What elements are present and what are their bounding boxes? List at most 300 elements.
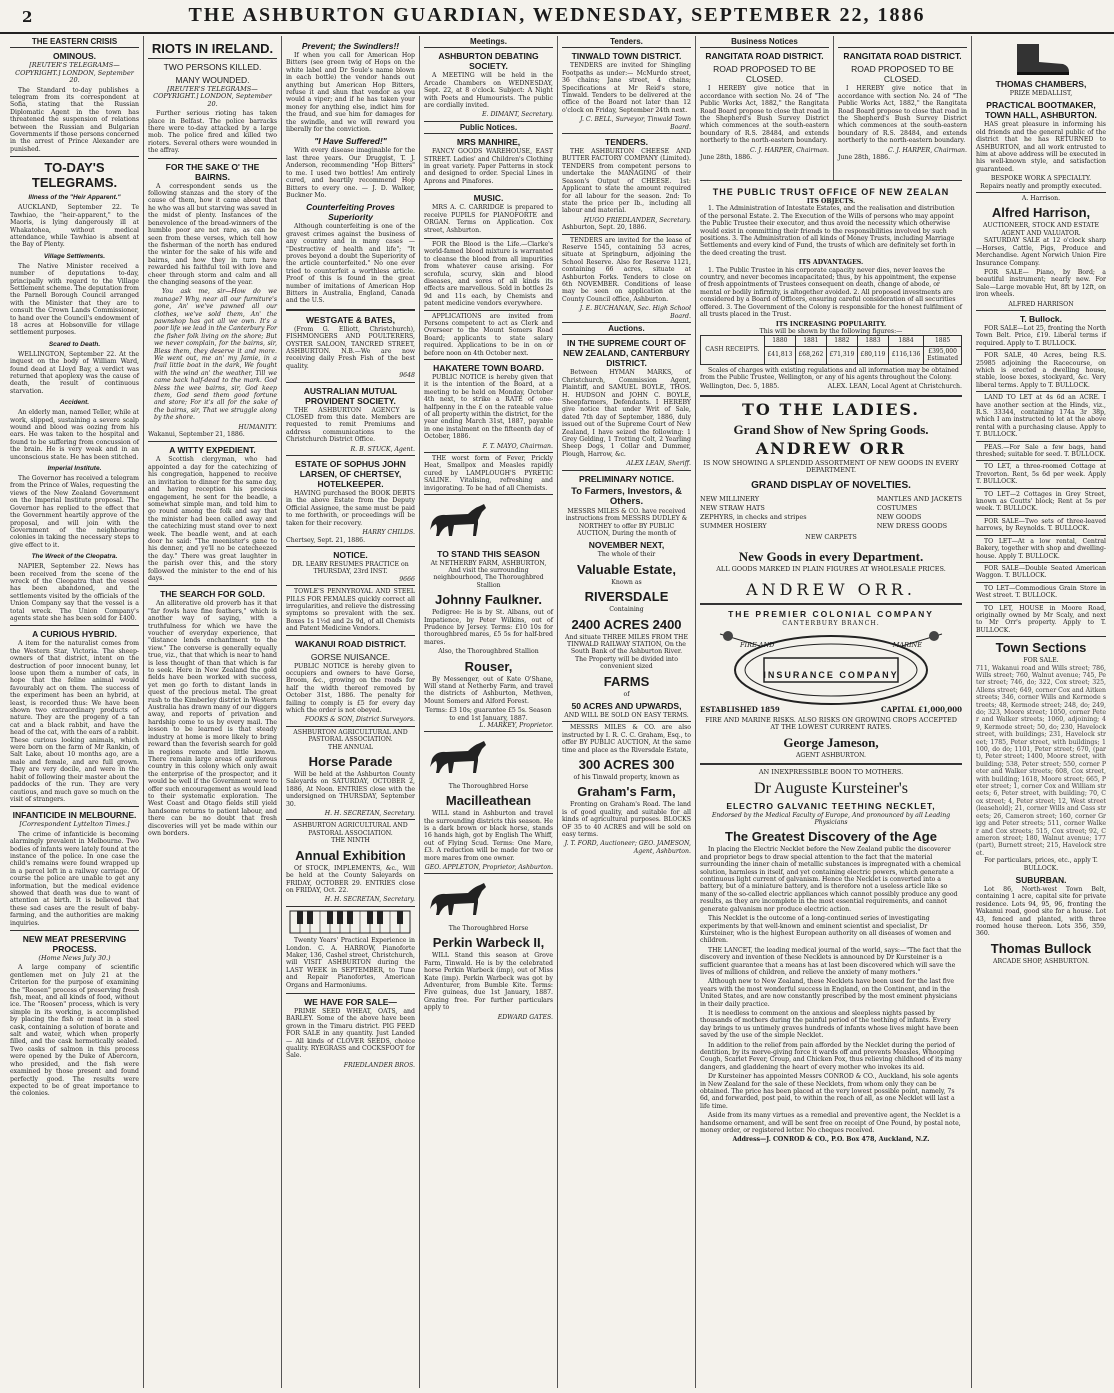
telegram-3-text: WELLINGTON, September 22. At the inquest on the body of William Ward, found dead at Lloyd Bay, a verdict was returned that apoplexy was the cause of death, the result of continuous starvation. xyxy=(10,350,139,395)
farms-text: The Property will be divided into convenient sized xyxy=(574,655,679,671)
parade-head: ASHBURTON AGRICULTURAL AND PASTORAL ASSOCIATION. xyxy=(293,728,408,744)
riversdale-acres: 2400 ACRES 2400 xyxy=(571,616,682,632)
riots-sub-1: TWO PERSONS KILLED. xyxy=(163,62,262,72)
chambers-trade: PRACTICAL BOOTMAKER, TOWN HALL, ASHBURTON. xyxy=(985,100,1097,121)
macilleathean-text: WILL stand in Ashburton and travel the surrounding districts this season. He is a dark brown or black horse, stands 16 hands high, got by English The Whiff, out of Flying Scud. Terms: One Mare, £3. A reduction will be made for two or more mares from one owner. xyxy=(424,810,553,862)
column-3 xyxy=(282,36,420,1388)
riots-sub-2: MANY WOUNDED. xyxy=(175,75,250,85)
swindlers-text: If when you call for American Hop Bitters (see green twig of Hops on the white label and Dr Soule's name blown in each bottle) the vendor hands out anything but American Hop Bitters, refuse it and shun that vendor as you would a viper; and if he has taken your money for anything else, indict him for the fraud, and sue him for damages for the swindle, and we will reward you liberally for the conviction. xyxy=(286,52,415,134)
debating-head: ASHBURTON DEBATING SOCIETY. xyxy=(438,51,539,72)
trust-objects-text: 1. The Administration of Intestate Estates, and the realisation and distribution of the personal Estate. 2. The Execution of the Wills of persons who may appoint the Public Trustee their executor, and thus avoid the necessity which otherwise would exist in committing their friends to the responsibilities involved by such positions. 3. The Administration of all kinds of Money Trusts, including Marriage Settlements and every kind of Fund, the trusts of which are definitely set forth in the deed creating the trust. xyxy=(700,205,956,257)
amp-text: THE ASHBURTON AGENCY is CLOSED from this date. Members are requested to remit Premiums and address communications to the Christchurch District Office. xyxy=(286,406,415,444)
auctions-heading: Auctions. xyxy=(562,325,691,335)
tenders-heading: Tenders. xyxy=(562,38,691,48)
infanticide-title: INFANTICIDE IN MELBOURNE. xyxy=(12,810,137,821)
westgate-number: 9648 xyxy=(399,372,415,380)
farmers-month: NOVEMBER NEXT, xyxy=(588,540,665,551)
fever-ad: THE worst form of Fever, Prickly Heat, Smallpox and Measles rapidly cured by LAMPLOUGH'S PYRETIC SALINE. Vitalising, refreshing and invigorating. To be had of all Chemists. xyxy=(424,455,553,495)
court-text: Between HYMAN MARKS, of Christchurch, Commission Agent, Plaintiff, and SAMUEL BOYLE, THOS. H. HUDSON and JOHN C. BOYLE, Sheepfarmers, Defendants. I HEREBY give notice that under Writ of Sale, dated 7th day of September, 1886, duly issued out of the Supreme Court of New Zealand, I have seized the following: 1 Grey Gelding, 1 Trotting Colt, 2 Yearling Sheep Dogs, 1 Collar and Dummer, Plough, Harrow, &c. xyxy=(562,369,691,458)
kursteiner-boon: AN INEXPRESSIBLE BOON TO MOTHERS. xyxy=(758,768,904,777)
orr-showing: IS NOW SHOWING A SPLENDID ASSORTMENT OF NEW GOODS IN EVERY DEPARTMENT. xyxy=(703,458,959,475)
applications-ad: APPLICATIONS are invited from Persons competent to act as Clerk and Overseer to the Mount Somers Road Board; applicants to state salary required. Applications to be in on or before noon on 4th October next. xyxy=(424,313,553,360)
bairns-place: Wakanui, September 21, 1886. xyxy=(148,431,245,439)
farmers-text-2: The whole of their xyxy=(597,551,656,559)
court-head: IN THE SUPREME COURT OF NEW ZEALAND, CANTERBURY DISTRICT. xyxy=(563,338,690,369)
meat-title: NEW MEAT PRESERVING PROCESS. xyxy=(22,934,127,954)
bullock-title: Thomas Bullock xyxy=(990,940,1092,956)
chambers-order: BESPOKE WORK A SPECIALTY. xyxy=(990,175,1092,183)
harrison-sale: FOR SALE— Piano, by Bord; a beautiful instrument; nearly new. For Sale—Large movable Hut, 8ft by 12ft, on iron wheels. xyxy=(976,268,1106,299)
column-2 xyxy=(144,36,282,1388)
riversdale-situate: And situate THREE MILES FROM THE TINWALD RAILWAY STATION, On the South Bank of the Ashburton River. xyxy=(565,633,688,656)
receipts-value: £41,813 xyxy=(764,346,795,364)
bullock-ad-8: TO LET—At a low rental, Central Bakery, together with shop and dwelling-house. Apply T. BULLOCK. xyxy=(976,538,1106,563)
insurance-agent-name: George Jameson, xyxy=(783,734,879,750)
bullock-ad-1: FOR SALE—Lot 25, fronting the North Town Belt. Price, £19. Liberal terms if required. Apply to T. BULLOCK. xyxy=(976,325,1106,350)
receipts-year: 1881 xyxy=(795,336,826,346)
tinwald-text: TENDERS are invited for Shingling Footpaths as under:— McMurdo street, 36 chains; Jane street, 4 chains; Specifications at Mr Reid's store, Tinwald. Tenders to be delivered at the office of the Board not later than 12 o'clock on Friday, September 24th next. xyxy=(562,62,691,114)
perkin-text: WILL Stand this season at Grove Farm, Tinwald. He is by the celebrated horse Perkin Warbeck (imp), out of Miss Kate (imp). Perkin Warbeck was got by Adventurer, from Bumble Kite. Terms: Five guineas, due 1st January, 1887. Grazing free. For further particulars apply to xyxy=(424,952,553,1012)
kursteiner-name: Dr Auguste Kursteiner's xyxy=(754,779,908,797)
road-signature-2: C. J. HARPER, Chairman. xyxy=(887,146,967,154)
riversdale-ad xyxy=(562,474,691,723)
amp-title: AUSTRALIAN MUTUAL PROVIDENT SOCIETY. xyxy=(303,385,398,406)
riots-title: RIOTS IN IRELAND. xyxy=(148,41,277,59)
perkin-title: Perkin Warbeck II, xyxy=(432,935,545,951)
trust-advantages-text: 1. The Public Trustee in his corporate capacity never dies, never leaves the country, and never becomes incapacitated; thus, by his appointment, the expense of fresh appointments of Trustees consequent on death, change of abode, or mental or bodily infirmity, is altogether avoided. 2. All proposed investments are considered by a Board of Officers, ensuring careful consideration of all securities offered. 3. The Government of the Colony is responsible for the honest fulfilment of all trusts placed in the Trust. xyxy=(700,266,963,319)
road-sub-2: ROAD PROPOSED TO BE CLOSED. xyxy=(851,64,954,85)
riots-dateline: [REUTER'S TELEGRAMS—COPYRIGHT.] LONDON, September 20. xyxy=(153,85,272,108)
farms-acres: 50 ACRES AND UPWARDS, xyxy=(571,700,682,711)
known-as: Known as xyxy=(611,578,642,586)
lease-text: TENDERS are invited for the lease of Reserve 1545, containing 53 acres, situate at Springburn, adjoining the School Reserve. Also for Reserve 1121, containing 66 acres, situate at Ashburton Forks. Tenders to close on 6th NOVEMBER. Conditions of lease may be seen on application at the County Council office, Ashburton. xyxy=(562,236,691,303)
harrison-signature: ALFRED HARRISON xyxy=(1008,300,1074,308)
notice-text: DR. LEARY RESUMES PRACTICE on THURSDAY, 23rd INST. xyxy=(292,560,409,576)
masthead xyxy=(0,0,1114,34)
counterfeit-text: Although counterfeiting is one of the gravest crimes against the business of any country and in many cases — "Destructive of health and life"; "It proves beyond a doubt the Superiority of the article counterfeited." No one ever tried to counterfeit a worthless article. Proof of this is found in the great number of imitations of American Hop Bitters in Australia, England, Canada and the U.S. xyxy=(286,223,415,305)
westgate-ad xyxy=(286,315,415,383)
rouser-signature: L. MARKEY, Proprietor. xyxy=(479,722,553,729)
receipts-value: £80,119 xyxy=(857,346,888,364)
trust-place: Wellington, Dec. 5, 1885. xyxy=(700,383,780,391)
kursteiner-headline: The Greatest Discovery of the Age xyxy=(725,829,937,845)
rouser-terms: Terms: £3 10s; guarantee £5 5s. Season to end 1st January, 1887. xyxy=(425,707,552,722)
insurance-marine: MARINE xyxy=(892,641,922,650)
faulkner-title: Johnny Faulkner. xyxy=(435,592,542,608)
horse-illustration-2 xyxy=(424,737,494,777)
bullock-ad-4: PEAS.—For Sale a few bags, hand threshed; suitable for seed. T. BULLOCK. xyxy=(976,444,1106,462)
infanticide-text: The crime of infanticide is becoming alarmingly prevalent in Melbourne. Two bodies of infants were lately found at the instance of the police. In one case the child's remains were found wrapped up in a parcel left in a railway carriage. Of course the police are unable to get any information, but the medical evidence showed that death was due to want of attention at birth. It is believed that these sad cases are the result of baby-farming, and the authorities are making inquiries. xyxy=(10,830,139,927)
estate-ad xyxy=(286,459,415,547)
chambers-ad xyxy=(976,40,1106,193)
orr-name-2: ANDREW ORR. xyxy=(746,580,916,600)
wakanui-head: WAKANUI ROAD DISTRICT. xyxy=(295,638,406,649)
sections-particulars: For particulars, prices, etc., apply T. BULLOCK. xyxy=(984,857,1098,872)
orr-marked: ALL GOODS MARKED IN PLAIN FIGURES AT WHOLESALE PRICES. xyxy=(716,564,946,573)
insurance-ad xyxy=(700,609,962,759)
westgate-text: (From G. Elliott, Christchurch), FISHMONGERS AND POULTERERS, OYSTER SALOON, TANCRED STREET, ASHBURTON. N.B.—We are now receiving daily Fresh Fish of the best quality. xyxy=(286,325,415,370)
receipts-year: 1884 xyxy=(888,336,923,346)
hakatere-text: PUBLIC NOTICE is hereby given that it is the intention of the Board, at a meeting to be held on Monday, October 4th next, to strike a RATE of one-halfpenny in the £ on the rateable value of all property within the district, for the year ending March 31st, 1887, payable in one instalment on the fifteenth day of October, 1886. xyxy=(424,374,553,441)
exhibition-head: ASHBURTON AGRICULTURAL AND PASTORAL ASSOCIATION. xyxy=(293,822,408,837)
orr-carpets: NEW CARPETS xyxy=(805,532,857,541)
public-trust-ad xyxy=(700,180,962,391)
parade-text: Will be held at the Ashburton County Saleyards on SATURDAY, OCTOBER 2, 1886, At Noon. ENTRIES close with the undersigned on THURSDAY, September 30. xyxy=(286,771,415,808)
meat-dateline: (Home News July 30.) xyxy=(38,954,111,962)
preliminary-head: PRELIMINARY NOTICE. xyxy=(579,473,674,484)
cheese-text: THE ASHBURTON CHEESE AND BUTTER FACTORY COMPANY (Limited). TENDERS from competent persons to undertake the MANAGING of their Season's Output of CHEESE. 1st: Applicant to state the amount required for all labour for the season. 2nd: To state the price per lb., including all labour and material. xyxy=(562,148,691,215)
wheat-title: WE HAVE FOR SALE— xyxy=(304,996,397,1007)
music-text: MRS A. C. CARRIDGE is prepared to receive PUPILS for PIANOFORTE and ORGAN. Terms on Application. Cox street, Ashburton. xyxy=(424,204,553,234)
telegram-2-text: The Native Minister received a number of deputations to-day, principally with regard to the Village Settlement scheme. The deputation from the Parnell Borough Council arranged with the Minister that they are to consult the Crown Lands Commissioner, to hand over the Council's endowment of 18 acres at Hobsonville for village settlement purposes. xyxy=(10,262,139,337)
sections-sub: FOR SALE. xyxy=(1023,657,1059,665)
receipts-year: 1883 xyxy=(857,336,888,346)
lease-ad xyxy=(562,237,691,323)
orr-item: SUMMER HOSIERY xyxy=(700,521,767,530)
rouser-head: Also, the Thoroughbred Stallion xyxy=(438,648,539,656)
public-notices-heading: Public Notices. xyxy=(424,124,553,134)
bairns-signature: HUMANITY. xyxy=(238,423,277,431)
road-text-1: I HEREBY give notice that in accordance with section No. 24 of "The Public Works Act, 1882," the Rangitata Road Board propose to close that road in the Shepherd's Bush Survey District which commences at the south-eastern boundary of R.S. 28484, and extends northerly to the north-eastern boundary. xyxy=(700,85,830,145)
kursteiner-p2: This Necklet is the outcome of a long-continued series of investigating experiments by that well-known and eminent scientist and specialist, Dr Kursteiner, who is the highest European authority on all diseases of women and children. xyxy=(700,915,952,945)
hybrid-title: A CURIOUS HYBRID. xyxy=(32,629,117,640)
bairns-title: FOR THE SAKE O' THE BAIRNS. xyxy=(165,161,260,182)
rouser-text: By Messenger, out of Kate O'Shane, Will stand at Netherby Farm, and travel the districts of Ashburton, Methven, Mount Somers and Alford Forest. xyxy=(424,675,553,705)
swindlers-title: Prevent; the Swindlers!! xyxy=(301,41,400,51)
insurance-risks: FIRE AND MARINE RISKS. ALSO RISKS ON GROWING CROPS ACCEPTED AT THE LOWEST CURRENT RATES. xyxy=(705,716,957,732)
gold-title: THE SEARCH FOR GOLD. xyxy=(160,589,265,600)
amp-signature: R. B. STUCK, Agent. xyxy=(350,445,415,453)
kursteiner-p5: It is needless to comment on the anxious and sleepless nights passed by thousands of mothers during the painful period of the teething of infants. Every day brings to us untimely graves hundreds of infants whose lives might have been saved by the use of the simple Necklet. xyxy=(700,1009,959,1040)
farms-terms: AND WILL BE SOLD ON EASY TERMS. xyxy=(564,711,689,719)
suburban-text: Lot 86, North-west Town Belt, containing 1 acre, capital site for private residence. Lots 94, 95, 96, fronting the Wakanui road, good site for a house. Lot 43, fenced and planted, with three roomed house thereon. Lots 356, 359, 360. xyxy=(976,885,1106,938)
meetings-heading: Meetings. xyxy=(424,38,553,48)
orr-right-items xyxy=(877,495,962,531)
telegram-1-text: AUCKLAND, September 22. Te Tawhiao, the "heir-apparent," to the Maoris, is lying dangerously ill at Whakatohea, without medical attendance, while Tawhiao is absent at the Bay of Plenty. xyxy=(10,204,139,249)
road-text-2: I HEREBY give notice that in accordance with section No. 24 of "The Public Works Act, 1882," the Rangitata Road Board propose to close that road in the Shepherd's Bush Survey District which commences at the south-eastern boundary of R.S. 28484, and extends northerly to the north-eastern boundary. xyxy=(838,85,968,145)
sections-list: 711, Wakanui road and Wills street; 786, Wills street; 760, Walnut avenue; 745, Peter street; 746, do; 322, Cox street; 325, Allens street; 649, corner Cox and Aitken streets; 346, corner Wills and Kermode streets; 48, Kermode street; 248, do; 249, do; 323, Moore street; 1050, corner Peter and Walker streets; 1060, adjoining; 49, Kermode street; 50, do; 230, Havelock street, with buildings; 231, Havelock street; 1785, Peter street, with buildings; 1100, do do; 1101, Peter street; 670, (part), Peter street; 1400, Moore street, with building; 538, Peter street; 550, corner Peter and Walker streets; 608, Cox street, with building; 1618, Moore street; 665, Peter street; 1, corner Cox and William streets; 6, Peter street, with building; 70, Cox street; 4, Peter street; 12, West street (leasehold); 21, corner Wills and Cass streets; 26, Cameron street; 160, corner Grigg and Peter streets; 511, corner Walker and Cox streets; 515, Cox street; 92, Cameron street; 180, Walnut avenue; 177 (part), Burnett street; 215, Havelock street. xyxy=(976,664,1107,857)
column-4 xyxy=(420,36,558,1388)
perkin-signature: EDWARD GATES. xyxy=(497,1013,553,1021)
witty-text: A Scottish clergyman, who had appointed a day for the catechizing of his congregation, happened to receive an invitation to dinner for the same day, and having reception his precious engagement, he sent for the beadle, a somewhat simple man, and told him to go round among the folk and say that the minister had been called away and the catechizing must stand over to next week. The beadle went, and at each door he said: "The meenister's gane to his denner, and ye'll no be catecheezed the day." There was great laughter in the parish over this, and the story followed the minister to the end of his days. xyxy=(148,456,277,582)
parade-title: Horse Parade xyxy=(308,754,393,770)
kursteiner-p4: Although new to New Zealand, these Necklets have been used for the last five years with the most wonderful success in England, on the Continent, and in the United States, and are now constantly prescribed by the most eminent physicians in their daily practice. xyxy=(700,978,958,1008)
wheat-signature: FRIEDLANDER BROS. xyxy=(343,1061,415,1069)
farms-title: FARMS xyxy=(603,673,650,689)
piano-ad xyxy=(286,909,415,994)
perkin-sub: The Thoroughbred Horse xyxy=(448,924,529,932)
bullock-ad-3: LAND TO LET at 4s 6d an ACRE. I have another section at the Hinds, viz., R.S. 33344, containing 174a 3r 38p, which I am instructed to let at the above rental with a purchasing clause. Apply to T. BULLOCK. xyxy=(976,394,1106,441)
column-8 xyxy=(972,36,1110,1388)
telegram-1-head: Illness of the "Heir Apparent." xyxy=(28,194,121,202)
bullock-ad-2: FOR SALE, 40 Acres, being R.S. 25985 adjoining the Racecourse, on which is erected a dwelling house, stable, loose boxes, stockyard, &c. Very liberal terms. Apply to T. BULLOCK. xyxy=(976,352,1106,392)
orr-item: NEW MILLINERY xyxy=(700,494,760,503)
telegram-6-text: NAPIER, September 22. News has been received from the scene of the wreck of the Cleopatra that the vessel has been abandoned, and the settlements visited by the officials of the Union Company say that the vessel is a total wreck. The Union Company's agents state she has been sold for £400. xyxy=(10,563,139,622)
witty-title: A WITTY EXPEDIENT. xyxy=(169,445,256,456)
relieved-text: With every disease imaginable for the last three years. Our Druggist, T. J. Anderson, recommending "Hop Bitters" to me. I used two bottles! Am entirely cured, and heartily recommend Hop Bitters to every one. — J. D. Walker, Buckner Mo. xyxy=(286,147,415,199)
kursteiner-endorsed: Endorsed by the Medical Faculty of Europe, And pronounced by all Leading Physicians xyxy=(711,811,951,827)
orr-ad xyxy=(700,401,962,600)
ominous-dateline: [REUTER'S TELEGRAMS—COPYRIGHT.] LONDON, September 20. xyxy=(15,61,134,85)
business-notices-heading: Business Notices xyxy=(700,38,829,48)
notice-title: NOTICE. xyxy=(333,549,368,560)
wakanui-sub: GORSE NUISANCE. xyxy=(310,651,391,662)
notice-number: 9666 xyxy=(399,575,415,583)
telegram-6-head: The Wreck of the Cleopatra. xyxy=(31,553,118,561)
kursteiner-p6: In addition to the relief from pain afforded by the Necklet during the period of dentition, by its merve-giving force it wards off and prevents Measles, Whooping Cough, Scarlet Fever, Croup, and Chicken Pox, thus relieving childhood of its many dangers, and gladdening the heart of every mother who invokes its aid. xyxy=(700,1041,962,1071)
bullock-ad-10: TO LET—Commodious Grain Store in West street. T. BULLOCK. xyxy=(976,585,1106,603)
road-date-1: June 28th, 1886. xyxy=(700,154,753,162)
lease-signature: J. E. BUCHANAN, Sec. High School Board. xyxy=(579,305,691,320)
faulkner-stand-text: At NETHERBY FARM, ASHBURTON, And visit the surrounding neighbourhood, The Thoroughbred Stallion xyxy=(430,559,547,589)
riots-text: Further serious rioting has taken place in Belfast. The police barracks there were to-day attacked by a large mob. The police fired and killed two rioters. Several others were wounded in the affray. xyxy=(148,110,277,155)
insurance-line-2: CANTERBURY BRANCH. xyxy=(782,620,880,628)
rouser-title: Rouser, xyxy=(464,658,513,674)
trust-scales: Scales of charges with existing regulations and all information may be obtained from the Public Trustee, Wellington, or any of his agents throughout the Colony. xyxy=(700,366,959,381)
insurance-established: ESTABLISHED 1859 xyxy=(700,704,780,714)
chambers-title: THOMAS CHAMBERS, xyxy=(995,79,1087,89)
orr-item: MANTLES AND JACKETS xyxy=(876,494,962,503)
court-ad xyxy=(562,338,691,470)
chambers-repair: Repairs neatly and promptly executed. xyxy=(980,182,1102,190)
ominous-text: The Standard to-day publishes a telegram from its correspondent at Sofia, stating that the Russian Diplomatic Agent in the town has threatened the suspension of relations between the Russian and Bulgarian Governments if those persons concerned in the arrest of Prince Alexander are punished. xyxy=(10,86,139,153)
hakatere-signature: F. T. MAYO, Chairman. xyxy=(482,442,553,450)
receipts-table xyxy=(700,335,962,364)
estate-title: ESTATE OF SOPHUS JOHN LARSEN, OF CHERTSEY, HOTELKEEPER. xyxy=(295,459,406,490)
piano-illustration xyxy=(286,909,414,935)
estate-signature: HARRY CHILDS. xyxy=(362,529,415,537)
farmers-text: MESSRS MILES & CO. have received instructions from MESSRS DUDLEY & NORTHEY to offer BY PUBLIC AUCTION, During the month of xyxy=(565,507,688,537)
bullock-ad-6: TO LET—2 Cottages in Grey Street, known as Coutts' block; Rent at 5s per week. T. BULLOCK. xyxy=(976,491,1106,516)
orr-item: NEW DRESS GOODS xyxy=(876,521,948,530)
receipts-label: CASH RECEIPTS. xyxy=(701,336,765,364)
telegram-5-text: The Governor has received a telegram from the Prince of Wales, requesting the views of the New Zealand Government on the Imperial Institute proposal. The Governor has replied to the effect that the Government heartily approve of the proposal, and will join with the Government of the neighbouring colonies in taking the necessary steps to give effect to it. xyxy=(10,475,139,549)
exhibition-title: Annual Exhibition xyxy=(295,847,406,863)
orr-item: ZEPHYRS, in checks and stripes xyxy=(700,512,807,521)
tinwald-head: TINWALD TOWN DISTRICT. xyxy=(571,51,682,62)
graham-signature: J. T. FORD, Auctioneer; GEO. JAMESON, Agent, Ashburton. xyxy=(564,840,691,855)
riversdale-title: RIVERSDALE xyxy=(584,589,669,605)
wakanui-text: PUBLIC NOTICE is hereby given to occupiers and owners to have Gorse, Broom, &c., growing on the roads for half the width thereof removed by October 31st, 1886. The penalty for failing to comply is £5 for every day which the order is not obeyed. xyxy=(286,662,415,714)
graham-text: MESSRS MILES & CO. are also instructed by I. R. C. C. Graham, Esq., to offer BY PUBLIC AUCTION, At the same time and place as the Riversdale Estate, xyxy=(562,724,691,754)
trust-popularity-sub: This will be shown by the following figures:— xyxy=(759,327,903,335)
notice-ad xyxy=(286,550,415,586)
trust-signature: ALEX. LEAN, Local Agent at Christchurch. xyxy=(827,383,962,391)
exhibition-sub: THE NINTH xyxy=(331,837,370,845)
receipts-note: Estimated xyxy=(927,355,959,363)
telegrams-title: TO-DAY'S TELEGRAMS. xyxy=(31,160,118,191)
wakanui-signature: FOOKS & SON, District Surveyors. xyxy=(304,716,415,724)
receipts-year: 1880 xyxy=(764,336,795,346)
blood-ad: FOR the Blood is the Life.—Clarke's world-famed blood mixture is warranted to cleanse the blood from all impurities from whatever cause arising. For scrofula, scurvy, skin and blood diseases, and sores of all kinds its effects are marvellous. Sold in bottles 2s 9d and 11s each, by Chemists and patent medicine vendors everywhere. xyxy=(424,241,553,311)
orr-item: NEW GOODS xyxy=(876,512,922,521)
exhibition-signature: H. H. SECRETAN, Secretary. xyxy=(324,896,415,904)
containing: Containing xyxy=(609,606,644,614)
infanticide-dateline: [Correspondent Lyttelton Times.] xyxy=(19,820,130,829)
telegram-2-head: Village Settlements. xyxy=(43,252,106,260)
telegram-3-head: Scared to Death. xyxy=(48,340,101,348)
harrison-ad xyxy=(976,195,1106,311)
faulkner-body: Pedigree: He is by St. Albans, out of Impatience, by Peter Wilkins, out of Prudence by Jersey. Terms: £10 10s for thoroughbred mares, £5 5s for half-bred mares. xyxy=(424,609,553,646)
insurance-agent-sub: AGENT ASHBURTON. xyxy=(795,751,867,759)
faulkner-ad xyxy=(424,497,553,732)
tinwald-ad xyxy=(562,51,691,134)
harrison-title: Alfred Harrison, xyxy=(991,205,1091,221)
bullock-address: ARCADE SHOP, ASHBURTON. xyxy=(993,957,1089,965)
kursteiner-p1: In placing the Electric Necklet before the New Zealand public the discoverer and proprietor begs to draw special attention to the fact that the material surrounding the inner chain of metallic substances is impregnated with a chemical solution, harmless in itself, and yet containing electric powers, which generate a continuous light current of galvanism. Hence the Necklet is converted into a battery, but of a miniature battery, and is therefore not a useless article like so many of the so-called electric appliances which cannot possibly produce any good results, as they are incomplete in the most essential requirements, and cannot generate galvanism nor produce electric action. xyxy=(700,846,961,913)
hybrid-text: A item for the naturalist comes from the Western Star, Victoria. The sheep-owners of that district, intent on the destruction of poor innocent bunny, let loose upon them a number of cats, in hope that the feline animal would favourably act on them. The success of the experiment has been an hybrid, at least, is recorded thus: We have been shown two extraordinary products of nature. They are the progeny of a tan cat and a black rabbit, and have the head of the cat, with the ears of a rabbit. These curious looking animals, which were born on the farm of Mr Rankin, of Salt Lake, about 10 months ago, are a male and female, and are full grown. They are very docile, and were in the habit of following their master about the paddocks of the run. They are very cautious, and much gave so much on the visit of strangers. xyxy=(10,640,139,803)
kursteiner-p3: THE LANCET, the leading medical journal of the world, says:—"The fact that the discovery and invention of these Necklets is announced by Dr Kursteiner is a sufficient guarantee that a means has at last been discovered which will save the lives of millions of children, and relieve the anxiety of many mothers." xyxy=(700,946,962,976)
amp-ad xyxy=(286,386,415,456)
cheese-head: TENDERS. xyxy=(605,137,648,148)
parade-ad xyxy=(286,729,415,821)
kursteiner-product: ELECTRO GALVANIC TEETHING NECKLET, xyxy=(726,800,936,811)
insurance-line-1: THE PREMIER COLONIAL COMPANY xyxy=(728,609,934,620)
meat-text: A large company of scientific gentlemen met on July 21 at the Criterion for the purpose of examining the "Roosen" process of preserving fresh fish, meat, and all kinds of food, without ice. The "Roosen" process, which is very simple in its working, is accomplished by placing the fish or meat in a steel cask, containing a solution of borate and salt and water, which when properly filled, and the cask hermetically sealed. Two casks of salmon in this process were opened by the Duke of Abercorn, who presided, and the fish were examined by those present and found perfectly good. The results were expected to be of great importance to the colonies. xyxy=(10,964,139,1098)
chambers-text: HAS great pleasure in informing his old friends and the general public of the district that he has RETURNED to ASHBURTON, and all work entrusted to him at above address will be executed in his well-known style, and satisfaction guaranteed. xyxy=(976,121,1106,173)
westgate-head: WESTGATE & BATES, xyxy=(306,314,395,325)
graham-body: Fronting on Graham's Road. The land is of good quality, and suitable for all kinds of agricultural purposes. BLOCKS OF 35 to 40 ACRES and will be sold on easy terms. xyxy=(562,801,691,839)
telegram-5-head: Imperial Institute. xyxy=(47,465,102,473)
column-1 xyxy=(6,36,144,1388)
road-sub-1: ROAD PROPOSED TO BE CLOSED. xyxy=(713,64,816,85)
debating-signature: E. DIMANT, Secretary. xyxy=(482,111,553,119)
orr-item: NEW STRAW HATS xyxy=(700,503,765,512)
macilleathean-title: Macilleathean xyxy=(445,793,532,809)
wakanui-ad xyxy=(286,639,415,727)
relieved-title: "I Have Suffered!" xyxy=(314,136,387,147)
harrison-trade: AUCTIONEER, STOCK AND ESTATE AGENT AND VALUATOR. xyxy=(983,222,1099,237)
graham-ad xyxy=(562,724,691,855)
trust-popularity-head: ITS INCREASING POPULARITY. xyxy=(775,320,887,328)
bullock-head: T. Bullock. xyxy=(1019,313,1063,324)
telegram-4-text: An elderly man, named Teller, while at work, slipped, sustaining a severe scalp wound and blood was oozing from his ears. He was taken to the hospital and found to be suffering from concussion of the brain. He is very weak and in an unconscious state. He has been stitched. xyxy=(10,409,139,461)
farmers-title: To Farmers, Investors, & Others. xyxy=(571,485,682,507)
insurance-badge: INSURANCE COMPANY xyxy=(763,669,899,680)
orr-ladies: TO THE LADIES. xyxy=(742,399,920,419)
receipts-value xyxy=(924,346,962,364)
trust-title: THE PUBLIC TRUST OFFICE OF NEW ZEALAN xyxy=(712,187,950,197)
cheese-ad xyxy=(562,137,691,234)
wheat-text: PRIME SEED WHEAT, OATS, and BARLEY. Some of the above have been grown in the Timaru district. PIG FEED FOR SALE in any quantity. Just Landed— All kinds of CLOVER SEEDS, choice quality. RYEGRASS and COCKSFOOT for Sale. xyxy=(286,1007,415,1060)
exhibition-ad xyxy=(286,822,415,906)
orr-new-goods: New Goods in every Department. xyxy=(738,548,924,564)
towle-ad: TOWLE'S PENNYROYAL AND STEEL PILLS FOR FEMALES quickly correct all irregularities, and relieve the distressing symptoms so prevalent with the sex. Boxes 1s 1½d and 2s 9d, of all Chemists and Patent Medicine Vendors. xyxy=(286,588,415,635)
bullock-ad-7: FOR SALE—Two sets of three-leaved harrows, by Reynolds. T. BULLOCK. xyxy=(976,518,1106,536)
horse-illustration xyxy=(424,500,494,540)
receipts-value: £116,136 xyxy=(888,346,923,364)
insurance-capital: CAPITAL £1,000,000 xyxy=(881,704,962,714)
cheese-place: Ashburton, Sept. 20, 1886. xyxy=(562,224,647,232)
hakatere-ad xyxy=(424,363,553,453)
page-number: 2 xyxy=(22,8,33,26)
music-head: MUSIC. xyxy=(473,193,504,204)
kursteiner-p8: Aside from its many virtues as a remedial and preventive agent, the Necklet is a handsome ornament, and will be sent free on receipt of One Pound, by postal note, money order, or registered letter. No cheques received. xyxy=(700,1112,961,1135)
horse-illustration-3 xyxy=(424,879,494,919)
receipts-value-estimated: £395,000 xyxy=(928,347,957,355)
kursteiner-p7: Dr Kursteiner has appointed Messrs CONROD & CO., Auckland, his sole agents in New Zealand for the sale of these Necklets, from whom only they can be obtained. The price has been placed at the very lowest possible point, namely, 7s 6d, and forwarded, post paid, to within the reach of all, as one Necklet will last a life time. xyxy=(700,1073,959,1110)
insurance-fire: FIRE AND xyxy=(740,641,775,650)
graham-acres: 300 ACRES 300 xyxy=(578,757,675,772)
bairns-text: A correspondent sends us the following stanzas and the story of the cause of them, how it came about that he who was all but starving was saved in the midst of plenty. Instances of the benevolence of the bread-winners of the humble poor are not rare, as can be seen from these verses, which tell how the fisherman of the north has endured the winter for the sake of his wife and bairns, and how they in turn have rewarded his faithful toil with love and cheer through storm and calm and all the changing seasons of the year. xyxy=(148,182,277,286)
receipts-year: 1882 xyxy=(826,336,857,346)
parade-sub: THE ANNUAL xyxy=(328,743,373,751)
kursteiner-ad xyxy=(700,769,962,1144)
hakatere-head: HAKATERE TOWN BOARD. xyxy=(433,363,544,373)
receipts-value: £71,319 xyxy=(826,346,857,364)
farms-of: of xyxy=(623,690,630,698)
counterfeit-title: Counterfeiting Proves Superiority xyxy=(306,202,395,223)
macilleathean-sub: The Thoroughbred Horse xyxy=(448,782,529,790)
macilleathean-signature: GEO. APPLETON, Proprietor, Ashburton. xyxy=(424,864,553,872)
receipts-year: 1885 xyxy=(924,336,962,346)
estate-place: Chertsey, Sept. 21, 1886. xyxy=(286,536,366,544)
road-date-2: June 28th, 1886. xyxy=(838,154,891,162)
newspaper-title: THE ASHBURTON GUARDIAN, WEDNESDAY, SEPTEMBER 22, 1886 xyxy=(188,4,926,26)
bairns-poem: You ask me, sir—How do we manage? Why, near all our furniture's gone, An' we've pawned all our clothes, we've sold them, An' the pawnshop has got all we own. It's a poor life we lead in the Canterbury For the fisher folk living on the shore; But we never complain, for the bairns, sir, Bless them, they deserve it and more. We went out, me an' my Jamie, in a frail little boat in the dark, We fought with the wind an' the weather, Till we came back half-dead to the mark. God bless the wee bairns, sir, God keep them, God send them good fortune and store; For it's all for the sake of the bairns, sir, That we struggle along by the shore. xyxy=(154,288,277,422)
harrison-text: SATURDAY SALE at 12 o'clock sharp—Horses, Cattle, Pigs, Produce and Merchandise. Agent Norwich Union Fire Insurance Company. xyxy=(976,237,1106,267)
perkin-ad xyxy=(424,876,553,1020)
debating-text: A MEETING will be held in the Arcade Chambers on WEDNESDAY, Sept. 22, at 8 o'clock. Subject: A Night with Poets and Humourists. The public are cordially invited. xyxy=(424,72,553,110)
bullock-ad-9: FOR SALE—Double Seated American Waggon. T. BULLOCK. xyxy=(976,565,1106,583)
valuable-estate: Valuable Estate, xyxy=(577,561,676,577)
tinwald-signature: J. C. BELL, Surveyor, Tinwald Town Board. xyxy=(580,116,691,131)
orr-left-items xyxy=(700,495,807,531)
road-head-2: RANGITATA ROAD DISTRICT. xyxy=(843,51,962,62)
telegram-4-head: Accident. xyxy=(59,399,90,407)
road-signature-1: C. J. HARPER, Chairman. xyxy=(749,146,829,154)
estate-text: HAVING purchased the BOOK DEBTS in the above Estate from the Deputy Official Assignee, the same must be paid to me forthwith, or proceedings will be taken for their recovery. xyxy=(286,490,415,527)
orr-item: COSTUMES xyxy=(876,503,918,512)
eastern-crisis-heading: THE EASTERN CRISIS xyxy=(10,38,139,48)
gold-text: An alliterative old proverb has it that "far fowls have fine feathers," which is another way of saying, with a truthfulness for which we have the voucher of everyday experience, that "distance lends enchantment to the view." The converse is generally equally true, viz., that that which is near to hand is less thought of than that which is far to seek. Here in New Zealand the gold fields have been worked with success, yet men go forth to distant lands in quest of the precious metal. The great rush to the Kimberley district in Western Australia has drawn many of our diggers away, and reports of privation and hardship come to us by every mail. The lesson to be learned is that steady industry at home is more likely to bring reward than the feverish search for gold in regions remote and little known. There remain large areas of auriferous country in this colony which only await the enterprise of the prospector, and it would be well if the Government were to offer such encouragement as would lead to their systematic exploration. The West Coast and Otago fields still yield handsome returns to patient labour, and there can be no doubt that fresh discoveries will yet be made within our own borders. xyxy=(148,600,277,837)
manhire-text: FANCY GOODS WAREHOUSE, EAST STREET. Ladies' and Children's Clothing in great variety. Paper Patterns in stock and designed to order. Special Lines in Aprons and Pinafores. xyxy=(424,148,553,185)
bullock-ad-11: TO LET, HOUSE in Moore Road, originally owned by Mr Scaly, and next to Mr Orr's property. Apply to T. BULLOCK. xyxy=(976,605,1106,638)
ominous-title: OMINOUS. xyxy=(53,51,96,62)
graham-title: Graham's Farm, xyxy=(577,784,676,800)
orr-name: ANDREW ORR xyxy=(755,438,907,458)
parade-signature: H. H. SECRETAN, Secretary. xyxy=(324,810,415,818)
orr-grand-show: Grand Show of New Spring Goods. xyxy=(733,421,929,437)
wide-ad-area xyxy=(696,180,966,1388)
sections-title: Town Sections xyxy=(995,640,1087,656)
orr-display: GRAND DISPLAY OF NOVELTIES. xyxy=(751,479,911,491)
suburban-head: SUBURBAN. xyxy=(1015,874,1067,885)
cheese-signature: HUGO FRIEDLANDER, Secretary. xyxy=(583,216,691,224)
kursteiner-address: Address—J. CONROD & CO., P.O. Box 478, Auckland, N.Z. xyxy=(732,1136,930,1144)
receipts-value: £68,262 xyxy=(795,346,826,364)
chambers-sub: PRIZE MEDALLIST, xyxy=(1009,90,1073,97)
boot-illustration xyxy=(977,40,1105,76)
column-5 xyxy=(558,36,696,1388)
trust-advantages-head: ITS ADVANTAGES. xyxy=(798,259,864,267)
harrison-sub: A. Harrison. xyxy=(1021,195,1061,203)
debating-ad xyxy=(424,51,553,121)
graham-sub: of his Tinwald property, known as xyxy=(573,774,680,781)
wheat-ad xyxy=(286,997,415,1069)
macilleathean-ad xyxy=(424,734,553,874)
road-head-1: RANGITATA ROAD DISTRICT. xyxy=(705,51,824,62)
court-signature: ALEX LEAN, Sheriff. xyxy=(626,460,691,468)
manhire-ad xyxy=(424,137,553,190)
faulkner-stand-head: TO STAND THIS SEASON xyxy=(437,548,540,559)
bullock-ad-5: TO LET, a three-roomed Cottage at Trevorton. Rent, 5s 6d per week. Apply T. BULLOCK. xyxy=(976,463,1106,488)
piano-text: Twenty Years' Practical Experience in London. C. A. HARROW, Pianoforte Maker, 136, Cashel street, Christchurch, will VISIT ASHBURTON during the LAST WEEK in SEPTEMBER, to Tune and Repair Pianofortes, American Organs and Harmoniums. xyxy=(286,937,415,989)
music-ad xyxy=(424,193,553,239)
trust-objects-head: ITS OBJECTS. xyxy=(806,198,856,205)
manhire-head: MRS MANHIRE, xyxy=(456,137,521,148)
exhibition-text: Of STOCK, IMPLEMENTS, &c., Will be held at the County Saleyards on FRIDAY, OCTOBER 29. ENTRIES close on FRIDAY, Oct. 22. xyxy=(286,864,415,894)
